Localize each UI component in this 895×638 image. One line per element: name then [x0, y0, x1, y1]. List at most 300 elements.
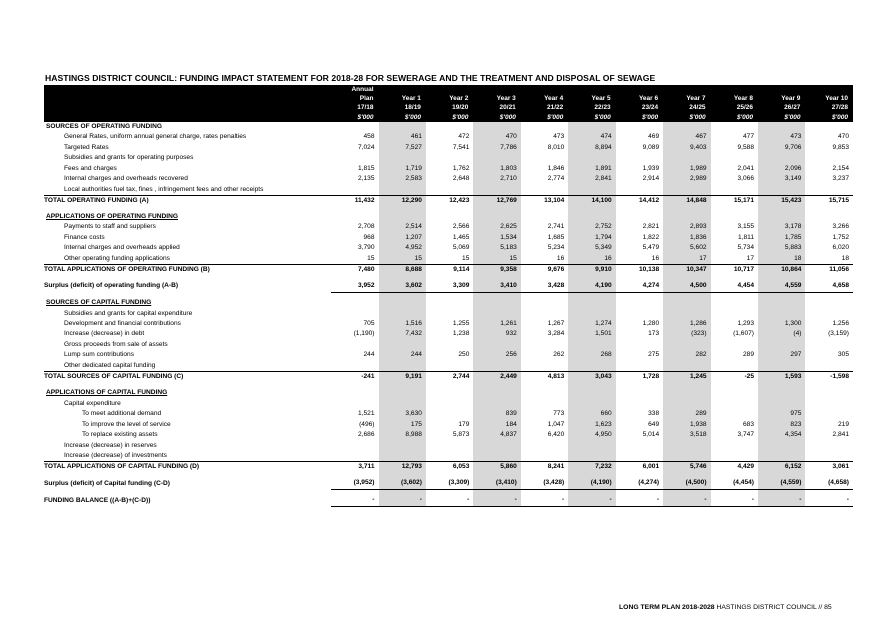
value-cell	[758, 153, 805, 163]
value-cell	[663, 122, 710, 132]
header-label-cell	[44, 85, 331, 94]
value-cell	[663, 340, 710, 350]
row-label: APPLICATIONS OF OPERATING FUNDING	[46, 212, 178, 220]
value-cell	[521, 185, 568, 196]
value-cell: 14,848	[663, 195, 710, 206]
value-cell: 256	[473, 350, 520, 360]
column-header: Annual	[331, 85, 378, 94]
value-cell: 15	[379, 254, 426, 265]
value-cell: 2,625	[473, 222, 520, 232]
value-cell: 823	[758, 420, 805, 430]
table-row	[44, 478, 853, 489]
value-cell: 4,429	[711, 462, 758, 473]
value-cell: 3,602	[379, 281, 426, 292]
value-cell	[473, 122, 520, 132]
value-cell: 1,811	[737, 233, 754, 241]
value-cell: 289	[663, 409, 710, 419]
table-row	[44, 372, 853, 383]
value-cell: 7,527	[379, 143, 426, 153]
value-cell: -	[426, 495, 473, 506]
value-cell: (1,190)	[353, 330, 375, 338]
value-cell	[426, 409, 473, 419]
table-row	[44, 281, 853, 292]
value-cell: 13,104	[521, 195, 568, 206]
value-cell	[616, 212, 663, 222]
value-cell: 1,501	[568, 329, 615, 339]
value-cell	[426, 441, 473, 451]
value-cell: 467	[663, 132, 710, 142]
column-header: Year 4	[521, 94, 568, 103]
row-label: Finance costs	[64, 233, 105, 241]
value-cell	[616, 122, 663, 132]
value-cell: 219	[837, 420, 849, 428]
value-cell	[521, 212, 568, 222]
value-cell	[473, 399, 520, 409]
value-cell	[426, 340, 473, 350]
value-cell: 9,706	[758, 143, 805, 153]
value-cell: 1,516	[379, 319, 426, 329]
value-cell	[568, 388, 615, 398]
value-cell: 5,479	[642, 244, 660, 252]
value-cell: -	[616, 495, 663, 506]
value-cell	[616, 185, 663, 196]
value-cell: 3,309	[426, 281, 473, 292]
value-cell	[616, 399, 663, 409]
table-row	[44, 340, 853, 350]
value-cell	[379, 185, 426, 196]
value-cell	[805, 212, 853, 222]
value-cell: 2,741	[547, 223, 565, 231]
value-cell: 297	[758, 350, 805, 360]
value-cell: 3,266	[832, 223, 849, 231]
value-cell: 1,623	[568, 420, 615, 430]
value-cell: 968	[363, 233, 375, 241]
column-header	[426, 85, 473, 94]
value-cell: 6,053	[426, 462, 473, 473]
value-cell	[568, 441, 615, 451]
value-cell: 472	[458, 133, 470, 141]
column-header: 26/27	[758, 103, 805, 112]
value-cell	[758, 388, 805, 398]
value-cell	[568, 399, 615, 409]
value-cell: 1,286	[663, 319, 710, 329]
value-cell: 1,465	[452, 233, 470, 241]
value-cell: 9,910	[568, 265, 615, 276]
table-row	[44, 185, 853, 196]
table-row	[44, 254, 853, 265]
table-row	[44, 361, 853, 372]
value-cell: 10,717	[711, 265, 758, 276]
value-cell	[379, 361, 426, 372]
value-cell: 649	[648, 420, 660, 428]
value-cell: 2,583	[379, 174, 426, 184]
value-cell: 3,178	[758, 222, 805, 232]
value-cell	[616, 153, 663, 163]
value-cell	[473, 153, 520, 163]
row-label: TOTAL APPLICATIONS OF OPERATING FUNDING (B)	[44, 265, 331, 276]
value-cell	[331, 451, 378, 462]
table-row	[44, 164, 853, 174]
value-cell: 3,790	[357, 244, 375, 252]
value-cell	[663, 451, 710, 462]
value-cell: 338	[648, 410, 660, 418]
value-cell	[473, 340, 520, 350]
value-cell	[568, 361, 615, 372]
value-cell: -	[758, 495, 805, 506]
row-label: Other dedicated capital funding	[64, 361, 156, 369]
value-cell	[426, 361, 473, 372]
row-label: Local authorities fuel tax, fines , infringement fees and other receipts	[64, 185, 264, 193]
value-cell	[711, 340, 758, 350]
value-cell	[711, 409, 758, 419]
row-label: Surplus (deficit) of operating funding (A-B)	[44, 282, 179, 290]
column-header: 23/24	[616, 103, 663, 112]
row-label: Development and financial contributions	[64, 320, 181, 328]
table-row	[44, 462, 853, 473]
value-cell: 5,183	[473, 243, 520, 253]
table-row	[44, 298, 853, 308]
value-cell: 8,988	[379, 430, 426, 440]
header-row	[44, 113, 853, 122]
value-cell	[711, 441, 758, 451]
column-header: Year 5	[568, 94, 615, 103]
value-cell: 250	[458, 351, 470, 359]
value-cell	[521, 388, 568, 398]
table-row	[44, 329, 853, 339]
table-row	[44, 122, 853, 132]
value-cell: 6,001	[616, 462, 663, 473]
column-header: 22/23	[568, 103, 615, 112]
value-cell	[711, 388, 758, 398]
value-cell: 469	[648, 133, 660, 141]
value-cell: 2,914	[642, 175, 660, 183]
value-cell: 5,349	[568, 243, 615, 253]
value-cell	[426, 212, 473, 222]
value-cell: 3,952	[331, 281, 378, 292]
value-cell: 1,293	[737, 320, 754, 328]
value-cell: 473	[553, 133, 565, 141]
row-label: Internal charges and overheads applied	[64, 244, 180, 252]
value-cell: 1,521	[357, 410, 375, 418]
value-cell: 975	[758, 409, 805, 419]
value-cell: 705	[363, 320, 375, 328]
value-cell: 1,238	[452, 330, 470, 338]
value-cell: (3,309)	[426, 478, 473, 489]
value-cell	[758, 441, 805, 451]
value-cell: 2,752	[568, 222, 615, 232]
value-cell: 5,873	[452, 431, 470, 439]
value-cell: 5,014	[642, 431, 660, 439]
value-cell	[805, 153, 853, 163]
value-cell	[426, 399, 473, 409]
value-cell	[331, 298, 378, 308]
value-cell	[568, 309, 615, 319]
value-cell: 1,836	[663, 233, 710, 243]
column-header	[616, 85, 663, 94]
value-cell: 275	[648, 351, 660, 359]
value-cell: 15,715	[805, 195, 853, 206]
value-cell: 461	[379, 132, 426, 142]
value-cell: 7,480	[331, 265, 378, 276]
table-row	[44, 132, 853, 142]
value-cell	[758, 399, 805, 409]
value-cell	[426, 309, 473, 319]
value-cell: 4,813	[521, 372, 568, 383]
value-cell: 932	[473, 329, 520, 339]
value-cell	[616, 361, 663, 372]
value-cell: 175	[379, 420, 426, 430]
value-cell	[616, 451, 663, 462]
value-cell: 2,449	[473, 372, 520, 383]
value-cell	[379, 388, 426, 398]
value-cell: 12,423	[426, 195, 473, 206]
table-row	[44, 265, 853, 276]
value-cell: 15	[367, 254, 375, 262]
value-cell: -241	[331, 372, 378, 383]
row-label: TOTAL OPERATING FUNDING (A)	[44, 195, 331, 206]
column-header	[805, 85, 853, 94]
value-cell: 7,024	[357, 143, 375, 151]
table-row	[44, 309, 853, 319]
value-cell: 15	[462, 254, 470, 262]
value-cell: 3,043	[568, 372, 615, 383]
value-cell: (3,410)	[473, 478, 520, 489]
value-cell: 1,261	[473, 319, 520, 329]
header-row	[44, 103, 853, 112]
value-cell	[521, 399, 568, 409]
value-cell: 4,354	[758, 430, 805, 440]
value-cell: 1,047	[547, 420, 565, 428]
value-cell: -	[663, 495, 710, 506]
value-cell	[379, 340, 426, 350]
value-cell: 1,815	[357, 164, 375, 172]
table-row	[44, 243, 853, 253]
value-cell: 1,256	[832, 320, 849, 328]
value-cell	[473, 388, 520, 398]
value-cell: 1,685	[547, 233, 565, 241]
value-cell: 10,347	[663, 265, 710, 276]
column-header: $'000	[331, 113, 378, 122]
table-row	[44, 451, 853, 462]
value-cell	[473, 361, 520, 372]
value-cell: (1,607)	[733, 330, 754, 338]
value-cell: 1,939	[642, 164, 660, 172]
value-cell: 5,746	[663, 462, 710, 473]
value-cell	[616, 298, 663, 308]
column-header: 19/20	[426, 103, 473, 112]
value-cell	[568, 212, 615, 222]
value-cell: 289	[742, 351, 754, 359]
value-cell: 9,114	[426, 265, 473, 276]
value-cell: -	[473, 495, 520, 506]
value-cell	[616, 309, 663, 319]
row-label: APPLICATIONS OF CAPITAL FUNDING	[46, 389, 168, 397]
value-cell: 4,837	[473, 430, 520, 440]
value-cell	[473, 185, 520, 196]
table-row	[44, 430, 853, 440]
value-cell: 4,274	[616, 281, 663, 292]
value-cell: 4,952	[379, 243, 426, 253]
row-label: To replace existing assets	[82, 431, 158, 439]
value-cell	[426, 451, 473, 462]
value-cell: 1,274	[568, 319, 615, 329]
row-label: General Rates, uniform annual general charge, rates penalties	[64, 133, 247, 141]
column-header: Year 7	[663, 94, 710, 103]
column-header: $'000	[663, 113, 710, 122]
value-cell: 4,559	[758, 281, 805, 292]
column-header: $'000	[473, 113, 520, 122]
value-cell: 244	[363, 351, 375, 359]
value-cell: (4,274)	[616, 478, 663, 489]
value-cell	[521, 441, 568, 451]
value-cell: (4,454)	[711, 478, 758, 489]
value-cell: 282	[663, 350, 710, 360]
value-cell: 2,774	[547, 175, 565, 183]
row-label: To improve the level of service	[82, 420, 171, 428]
column-header	[711, 85, 758, 94]
value-cell: -1,598	[805, 372, 853, 383]
row-label: SOURCES OF OPERATING FUNDING	[46, 122, 163, 130]
value-cell	[426, 388, 473, 398]
value-cell	[711, 399, 758, 409]
value-cell: 2,041	[737, 164, 754, 172]
value-cell	[805, 122, 853, 132]
value-cell	[758, 309, 805, 319]
page-footer	[619, 604, 832, 611]
value-cell: 1,534	[473, 233, 520, 243]
row-label: Increase (decrease) in debt	[64, 330, 145, 338]
value-cell: 1,846	[547, 164, 565, 172]
value-cell: 2,710	[473, 174, 520, 184]
value-cell: 1,280	[642, 320, 660, 328]
value-cell: -	[805, 495, 853, 506]
column-header	[568, 85, 615, 94]
column-header	[379, 85, 426, 94]
value-cell: 14,412	[616, 195, 663, 206]
value-cell: 3,428	[521, 281, 568, 292]
column-header: $'000	[758, 113, 805, 122]
value-cell	[521, 122, 568, 132]
value-cell	[616, 340, 663, 350]
value-cell	[331, 153, 378, 163]
value-cell: 3,237	[832, 175, 849, 183]
value-cell: 3,284	[547, 330, 565, 338]
value-cell: 3,149	[758, 174, 805, 184]
value-cell: 9,676	[521, 265, 568, 276]
table-row	[44, 399, 853, 409]
value-cell: 3,410	[473, 281, 520, 292]
value-cell	[379, 309, 426, 319]
value-cell: 1,719	[379, 164, 426, 174]
value-cell	[758, 361, 805, 372]
value-cell: -	[521, 495, 568, 506]
value-cell: (4,658)	[805, 478, 853, 489]
column-header	[663, 85, 710, 94]
table-row	[44, 153, 853, 163]
value-cell: -25	[711, 372, 758, 383]
value-cell: 6,020	[832, 244, 849, 252]
value-cell: 1,245	[663, 372, 710, 383]
value-cell	[426, 122, 473, 132]
value-cell	[331, 309, 378, 319]
value-cell: 16	[568, 254, 615, 265]
value-cell: 2,708	[357, 223, 375, 231]
value-cell	[568, 340, 615, 350]
value-cell: 1,728	[616, 372, 663, 383]
value-cell	[521, 361, 568, 372]
row-label: Other operating funding applications	[64, 254, 170, 262]
value-cell	[663, 399, 710, 409]
value-cell: 9,358	[473, 265, 520, 276]
value-cell: 4,454	[711, 281, 758, 292]
column-header: 18/19	[379, 103, 426, 112]
value-cell	[521, 298, 568, 308]
footer-council-page: HASTINGS DISTRICT COUNCIL // 85	[714, 604, 832, 611]
value-cell	[758, 451, 805, 462]
value-cell: (4,559)	[758, 478, 805, 489]
value-cell	[521, 309, 568, 319]
value-cell: 5,883	[758, 243, 805, 253]
value-cell: 4,500	[663, 281, 710, 292]
value-cell	[711, 309, 758, 319]
value-cell: 8,241	[521, 462, 568, 473]
value-cell: 3,061	[805, 462, 853, 473]
value-cell: 305	[837, 351, 849, 359]
value-cell	[663, 153, 710, 163]
value-cell	[711, 153, 758, 163]
row-label: Surplus (deficit) of Capital funding (C-D)	[44, 479, 170, 487]
value-cell	[805, 309, 853, 319]
table-row	[44, 212, 853, 222]
value-cell: 179	[458, 420, 470, 428]
value-cell	[663, 388, 710, 398]
table-row	[44, 143, 853, 153]
value-cell: 12,290	[379, 195, 426, 206]
value-cell: 2,821	[642, 223, 660, 231]
value-cell: 173	[648, 330, 660, 338]
table-row	[44, 388, 853, 398]
value-cell: 2,135	[357, 175, 375, 183]
value-cell	[521, 153, 568, 163]
value-cell: 5,234	[547, 244, 565, 252]
value-cell: 1,267	[547, 320, 565, 328]
value-cell: (3,602)	[379, 478, 426, 489]
header-label-cell	[44, 103, 331, 112]
row-label: Increase (decrease) in reserves	[64, 441, 157, 449]
value-cell	[711, 361, 758, 372]
value-cell: 262	[553, 351, 565, 359]
value-cell: 17	[663, 254, 710, 265]
value-cell: 2,686	[357, 431, 375, 439]
column-header: 27/28	[805, 103, 853, 112]
value-cell: 3,711	[331, 462, 378, 473]
value-cell	[616, 441, 663, 451]
header-row	[44, 94, 853, 103]
value-cell	[758, 122, 805, 132]
value-cell: -	[379, 495, 426, 506]
value-cell: -	[711, 495, 758, 506]
value-cell: 15,423	[758, 195, 805, 206]
column-header: Year 3	[473, 94, 520, 103]
value-cell	[711, 298, 758, 308]
value-cell: 7,541	[452, 143, 470, 151]
value-cell: 7,432	[379, 329, 426, 339]
value-cell: 1,794	[568, 233, 615, 243]
value-cell: 2,841	[832, 431, 849, 439]
value-cell: 3,066	[737, 175, 754, 183]
value-cell	[331, 399, 378, 409]
value-cell: 7,786	[473, 143, 520, 153]
